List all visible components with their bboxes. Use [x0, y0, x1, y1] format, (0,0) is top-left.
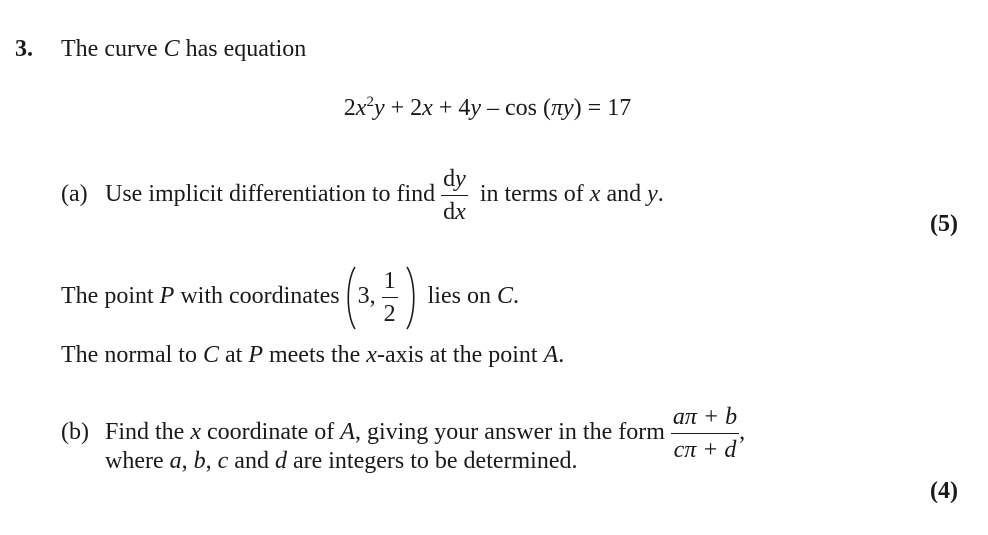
part-b-text: , [181, 448, 194, 474]
fraction-denominator: cπ + d [673, 437, 737, 463]
part-b-text: , giving your answer in the form [354, 419, 665, 446]
normal-text: at [218, 342, 249, 368]
part-b-text: where [105, 448, 170, 474]
point-p: P [248, 342, 263, 368]
point-p: P [159, 283, 175, 310]
part-a-text: Use implicit differentiation to find [105, 181, 436, 208]
var-a: a [169, 448, 182, 474]
curve-variable: C [496, 283, 513, 310]
part-b-text: and [228, 448, 275, 474]
eq-exponent: 2 [366, 94, 374, 110]
curve-variable: C [163, 36, 180, 62]
part-b-text: are integers to be determined. [286, 448, 578, 474]
var-y: y [647, 181, 658, 208]
part-a-text: in terms of [473, 181, 590, 208]
question-number: 3. [15, 36, 33, 62]
diff-d: d [443, 166, 456, 192]
normal-text: -axis at the point [376, 342, 544, 368]
answer-form-fraction [671, 405, 739, 462]
var-x: x [190, 419, 201, 446]
point-statement [61, 269, 519, 326]
var-b: b [193, 448, 206, 474]
normal-statement [61, 342, 564, 369]
part-a-text: and [600, 181, 648, 208]
point-a: A [340, 419, 355, 446]
fraction-numerator: aπ + b [671, 405, 739, 434]
part-b-text: coordinate of [201, 419, 341, 446]
coord-x: 3, [357, 283, 376, 310]
eq-term: 2 [343, 95, 356, 121]
fraction-denominator [441, 196, 468, 224]
eq-term: – cos ( [481, 95, 551, 121]
part-b-text: , [739, 419, 746, 446]
diff-d: d [443, 199, 456, 225]
eq-var: x [355, 95, 367, 121]
intro-text-post: has equation [179, 36, 307, 62]
eq-var: x [422, 95, 433, 121]
normal-text: . [558, 342, 565, 368]
var-d: d [274, 448, 287, 474]
dy-dx-fraction [441, 167, 468, 224]
part-b-marks: (4) [930, 478, 958, 504]
part-b-text: , [205, 448, 218, 474]
fraction-numerator: 1 [382, 269, 398, 298]
var-c: c [217, 448, 229, 474]
point-text: The point [61, 283, 160, 310]
eq-term: + 4 [432, 95, 471, 121]
part-b-text: Find the [105, 419, 191, 446]
point-text: . [512, 283, 519, 310]
fraction-numerator [441, 167, 468, 196]
curve-variable: C [202, 342, 219, 368]
var-x: x [366, 342, 377, 368]
part-b-line-2 [105, 448, 578, 475]
eq-pi: π [550, 95, 564, 121]
eq-var: y [373, 95, 385, 121]
question-intro [61, 36, 306, 63]
var-x: x [589, 181, 601, 208]
point-a: A [543, 342, 559, 368]
diff-var: y [455, 166, 466, 192]
part-b-label: (b) [61, 419, 89, 446]
part-a-text: . [657, 181, 664, 208]
fraction-denominator: 2 [383, 301, 396, 327]
eq-term: + 2 [384, 95, 423, 121]
eq-var: y [563, 95, 574, 121]
point-text: lies on [421, 283, 497, 310]
coord-y-fraction [382, 269, 398, 326]
left-paren-icon [344, 265, 358, 331]
normal-text: meets the [262, 342, 367, 368]
right-paren-icon [404, 265, 418, 331]
intro-text-pre: The curve [61, 36, 164, 62]
part-a-label: (a) [61, 181, 88, 208]
normal-text: The normal to [61, 342, 203, 368]
curve-equation [0, 94, 975, 122]
diff-var: x [455, 199, 466, 225]
eq-term: ) = 17 [573, 95, 632, 121]
part-a-marks: (5) [930, 211, 958, 237]
eq-var: y [470, 95, 481, 121]
point-text: with coordinates [174, 283, 340, 310]
coordinates [344, 269, 418, 326]
part-a [61, 167, 664, 224]
